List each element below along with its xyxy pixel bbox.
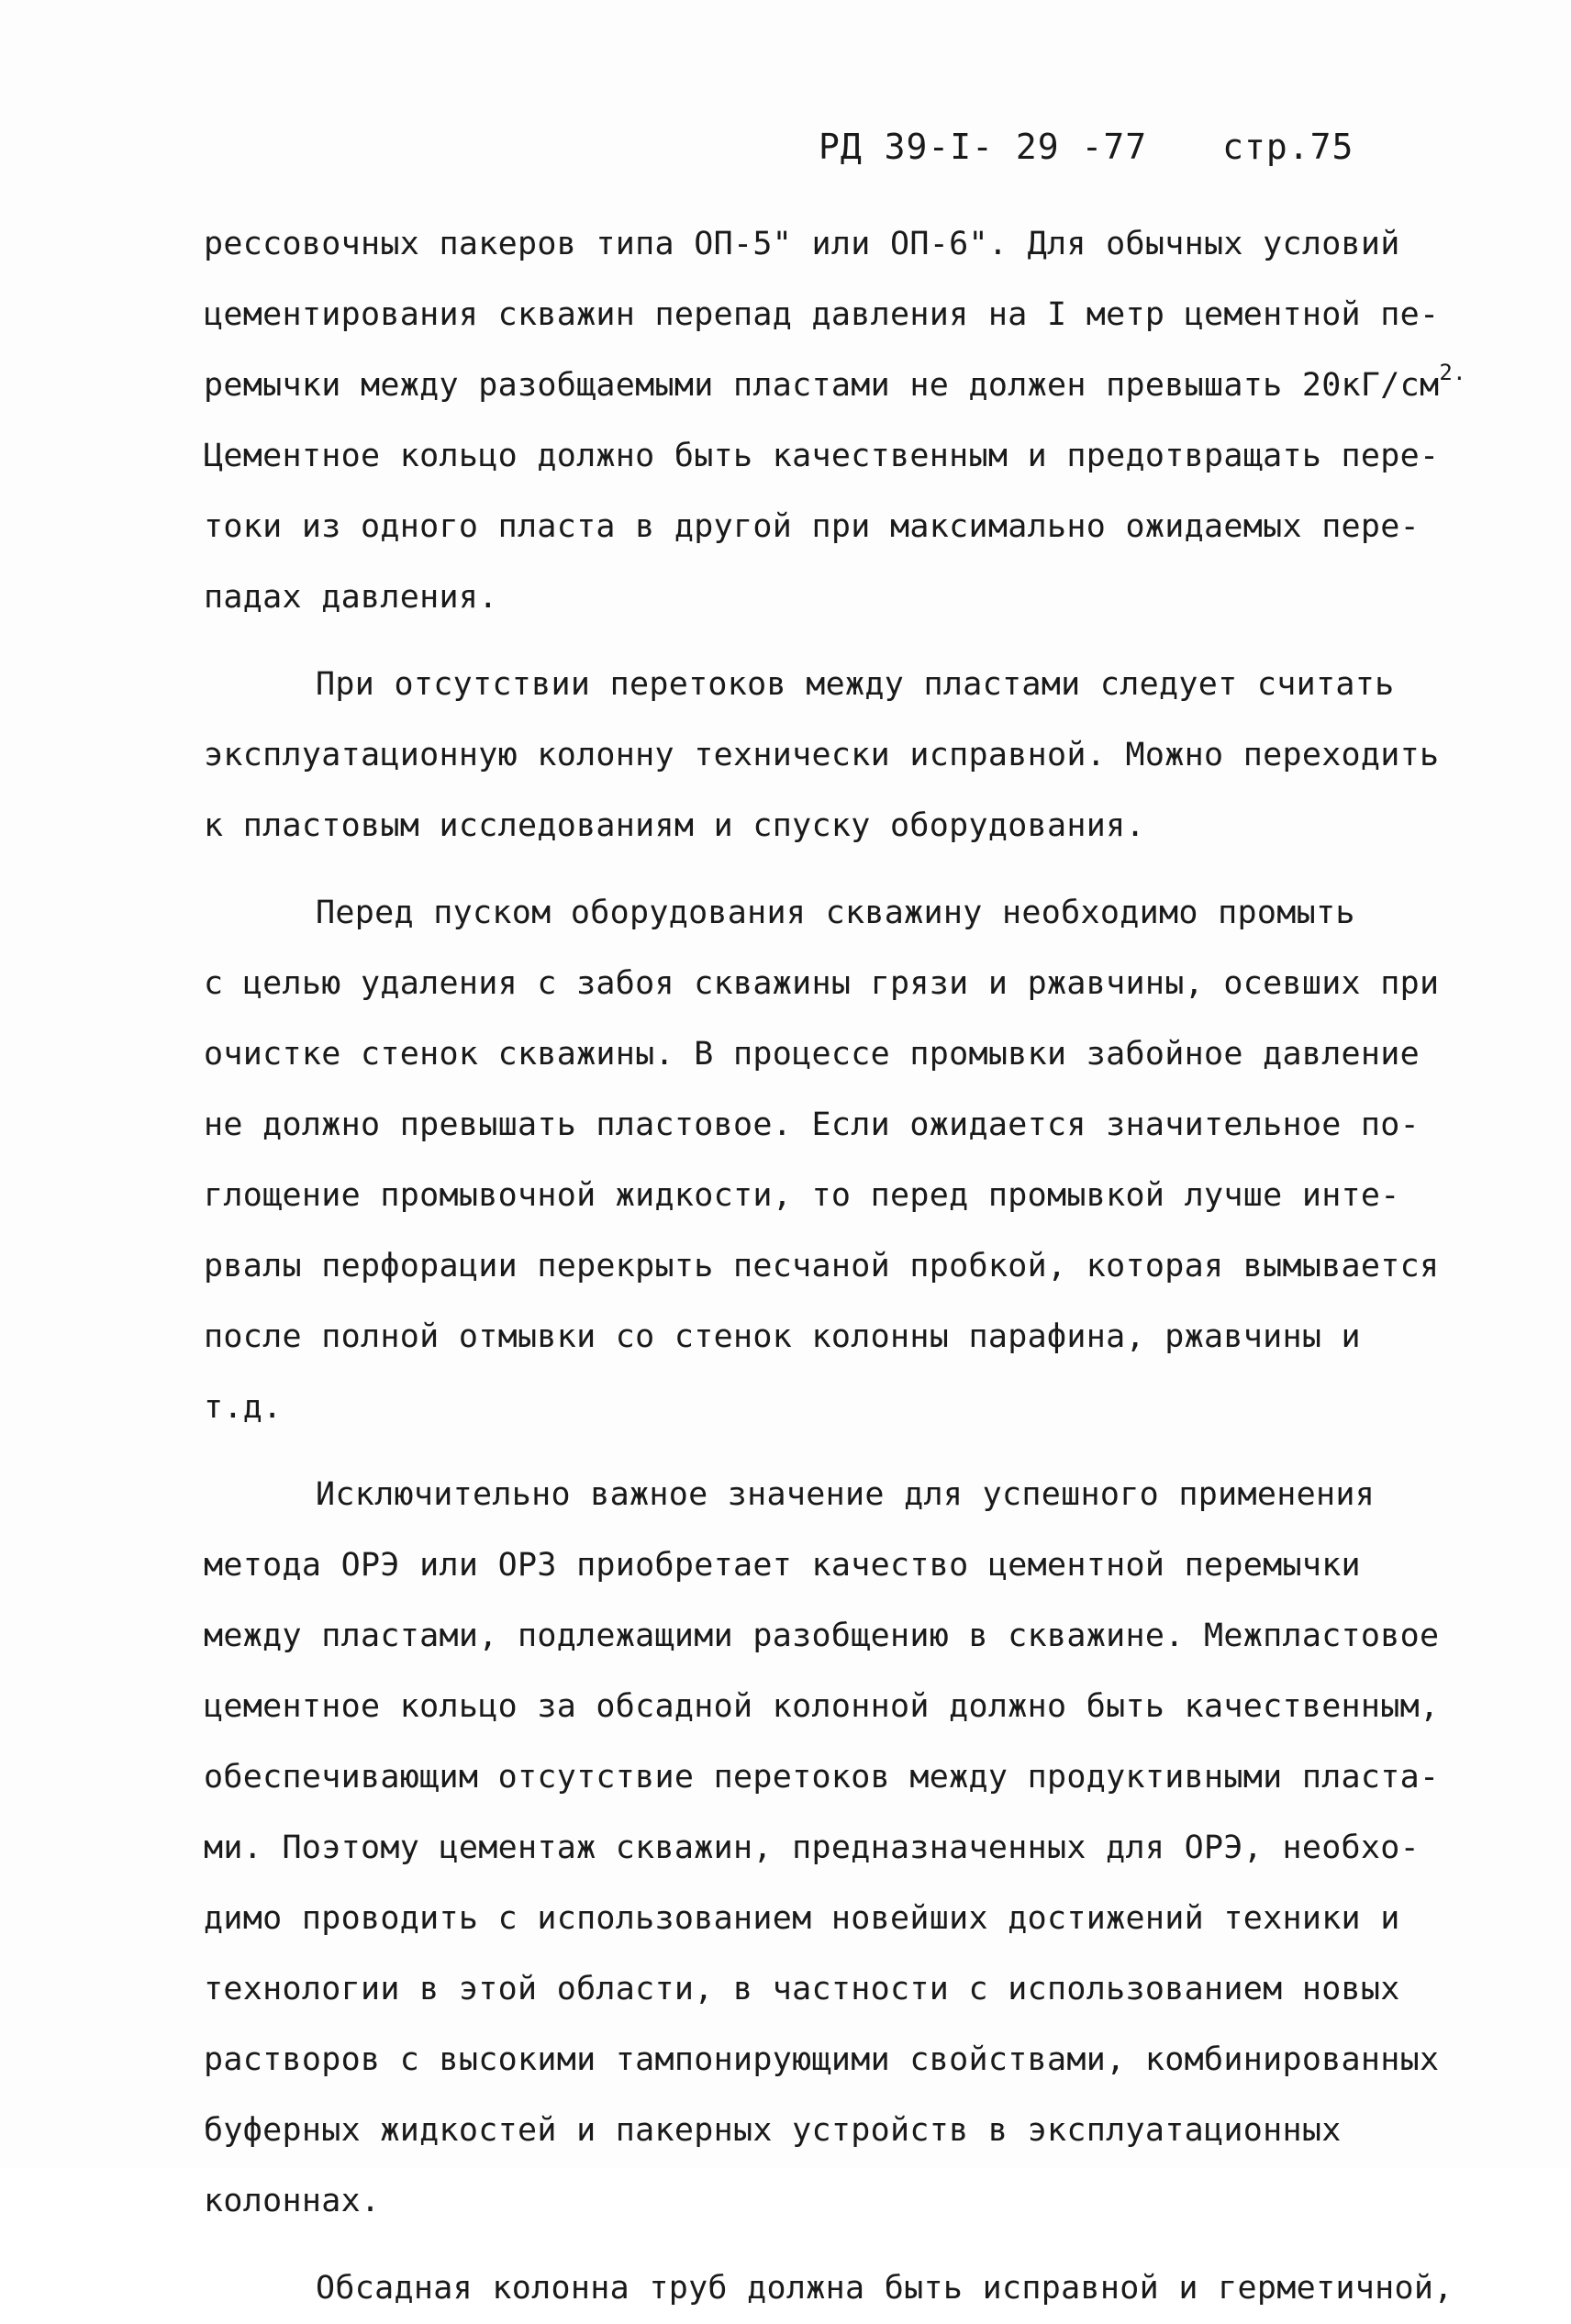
text-line: При отсутствии перетоков между пластами следует считать — [316, 666, 1395, 703]
text-line: технологии в этой области, в частности с использованием новых — [204, 1971, 1400, 2007]
text-line: глощение промывочной жидкости, то перед промывкой лучше инте- — [204, 1177, 1400, 1214]
text-line: падах давления. — [204, 579, 498, 616]
text-line: обеспечивающим отсутствие перетоков между продуктивными пласта- — [204, 1759, 1440, 1796]
text-line: цементирования скважин перепад давления на I метр цементной пе- — [204, 296, 1440, 333]
superscript: 2. — [1439, 360, 1466, 386]
text-line: Перед пуском оборудования скважину необходимо промыть — [316, 895, 1355, 931]
text-line: колоннах. — [204, 2183, 381, 2219]
paragraph-5 — [204, 2253, 1454, 2324]
text-line: Обсадная колонна труб должна быть исправной и герметичной, — [316, 2270, 1454, 2307]
text-line: димо проводить с использованием новейших достижений техники и — [204, 1900, 1400, 1937]
text-line: буферных жидкостей и пакерных устройств в эксплуатационных — [204, 2112, 1342, 2149]
text-line — [204, 350, 1466, 421]
page-header — [819, 127, 1354, 167]
page-number: стр.75 — [1222, 127, 1354, 167]
text-line: растворов с высокими тампонирующими свойствами, комбинированных — [204, 2041, 1440, 2078]
text-line: Цементное кольцо должно быть качественным и предотвращать пере- — [204, 438, 1440, 474]
text-line: между пластами, подлежащими разобщению в скважине. Межпластовое — [204, 1618, 1440, 1654]
text-line: Исключительно важное значение для успешного применения — [316, 1476, 1376, 1513]
text-line: очистке стенок скважины. В процессе промывки забойное давление — [204, 1036, 1421, 1073]
text-line: цементное кольцо за обсадной колонной должно быть качественным, — [204, 1688, 1440, 1725]
paragraph-1 — [204, 209, 1466, 633]
text-line: рессовочных пакеров типа ОП-5" или ОП-6". Для обычных условий — [204, 226, 1400, 262]
paragraph-3 — [204, 878, 1440, 1443]
text-line: эксплуатационную колонну технически исправной. Можно переходить — [204, 737, 1440, 773]
document-code: РД 39-I- 29 -77 — [819, 127, 1148, 167]
text-line: ми. Поэтому цементаж скважин, предназначенных для ОРЭ, необхо- — [204, 1829, 1421, 1866]
text-line: после полной отмывки со стенок колонны парафина, ржавчины и — [204, 1318, 1361, 1355]
text-line: т.д. — [204, 1389, 283, 1426]
text-line: не должно превышать пластовое. Если ожидается значительное по- — [204, 1106, 1421, 1143]
text-line: токи из одного пласта в другой при максимально ожидаемых пере- — [204, 508, 1421, 545]
text-line: метода ОРЭ или ОРЗ приобретает качество цементной перемычки — [204, 1547, 1361, 1584]
text-line: рвалы перфорации перекрыть песчаной пробкой, которая вымывается — [204, 1248, 1440, 1284]
text-line: к пластовым исследованиям и спуску оборудования. — [204, 807, 1145, 844]
paragraph-2 — [204, 650, 1440, 862]
paragraph-4 — [204, 1460, 1440, 2237]
text-line-content: ремычки между разобщаемыми пластами не должен превышать 20кГ/см — [204, 367, 1440, 404]
body-text — [204, 209, 1466, 2324]
text-line: с целью удаления с забоя скважины грязи и ржавчины, осевших при — [204, 965, 1440, 1002]
